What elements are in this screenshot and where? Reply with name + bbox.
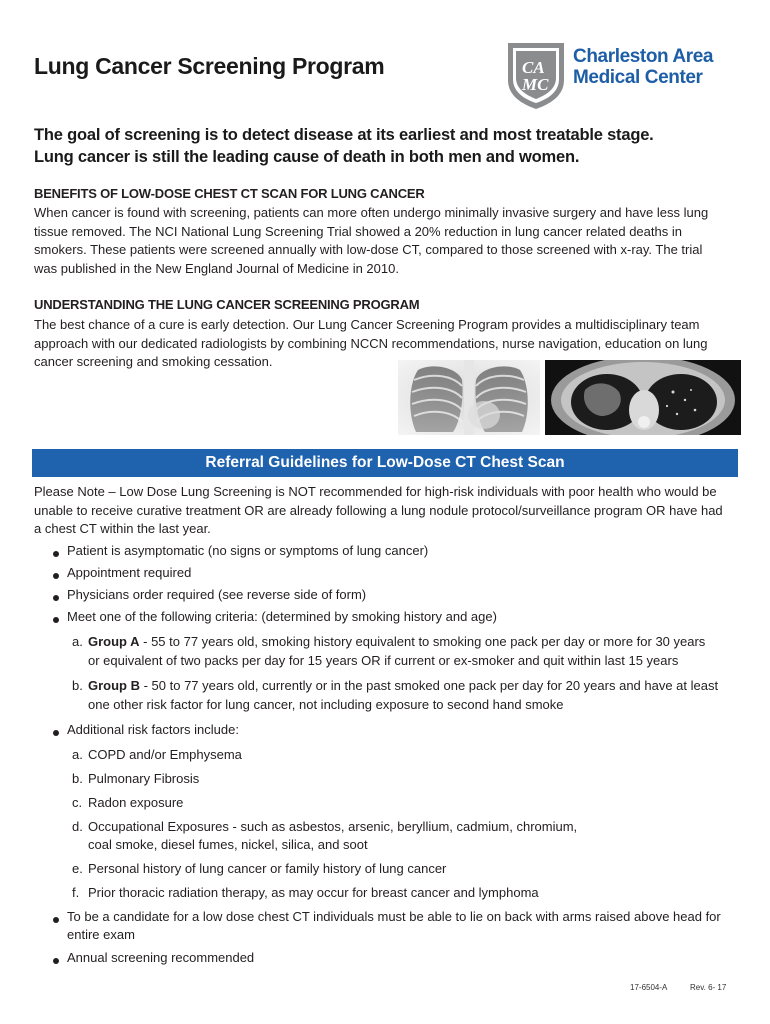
guideline-candidate-cont: entire exam [67,927,135,942]
risk-marker-b: b. [72,771,83,786]
group-b-marker: b. [72,678,83,693]
please-note-paragraph [34,483,742,539]
group-b-line-2: one other risk factor for lung cancer, not including exposure to second hand smoke [88,697,564,712]
guideline-annual: Annual screening recommended [67,950,255,965]
benefits-line-2: tissue removed. The NCI National Lung Screening Trial showed a 20% reduction in lung cancer related deaths in [34,223,682,239]
benefits-line-3: smokers. These patients were screened annually with low-dose CT, compared to those screened with x-ray. The trial [34,242,703,257]
camc-shield-icon [505,40,567,110]
group-a-label: Group A [88,634,140,649]
bullet-icon [53,595,59,601]
bullet-icon [53,730,59,736]
risk-personal-history: Personal history of lung cancer or family history of lung cancer [88,861,447,876]
risk-thoracic-radiation: Prior thoracic radiation therapy, as may occur for breast cancer and lymphoma [88,885,539,900]
bullet-icon [53,551,59,557]
risk-pulmonary-fibrosis: Pulmonary Fibrosis [88,771,200,786]
group-a-line-1 [88,633,705,651]
logo-name-line1: Charleston Area [573,46,714,67]
benefits-heading: BENEFITS OF LOW-DOSE CHEST CT SCAN FOR LUNG CANCER [34,186,425,201]
bullet-icon [53,573,59,579]
risk-marker-f: f. [72,885,80,900]
risk-marker-c: c. [72,795,83,810]
revision-date: Rev. 6- 17 [690,983,727,992]
understanding-line-1: The best chance of a cure is early detection. Our Lung Cancer Screening Program provides a multidisciplinary team [34,317,700,332]
logo-initials-ca: CA [522,58,545,77]
understanding-line-2: approach with our dedicated radiologists by combining NCCN recommendations, nurse navigation, education on lung [34,335,708,351]
bullet-icon [53,917,59,923]
group-b-line-1 [88,677,718,695]
chest-xray-image [398,360,540,435]
group-a-marker: a. [72,634,83,649]
note-line-1: Please Note – Low Dose Lung Screening is NOT recommended for high-risk individuals with poor health who would be [34,484,717,499]
risk-marker-e: e. [72,861,83,876]
logo-name-line2: Medical Center [573,67,703,88]
bullet-icon [53,958,59,964]
guideline-appointment: Appointment required [67,565,192,580]
logo-name [573,46,745,88]
group-b-label: Group B [88,678,140,693]
bullet-icon [53,617,59,623]
lead-statement [34,124,744,168]
referral-guidelines-banner: Referral Guidelines for Low-Dose CT Chest Scan [32,449,738,477]
risk-occupational-cont: coal smoke, diesel fumes, nickel, silica, and soot [88,837,368,852]
benefits-paragraph [34,204,742,278]
group-a-line-2: or equivalent of two packs per day for 15 years OR if current or ex-smoker and quit within last 15 years [88,653,679,668]
chest-ct-scan-image [545,360,741,435]
note-line-2: unable to receive curative treatment OR are already following a lung nodule protocol/surveillance program OR have had [34,502,723,518]
understanding-heading: UNDERSTANDING THE LUNG CANCER SCREENING PROGRAM [34,297,420,312]
group-b-text: - 50 to 77 years old, currently or in the past smoked one pack per day for 20 years and have at least [140,678,719,693]
risk-marker-a: a. [72,747,83,762]
risk-marker-d: d. [72,819,83,834]
understanding-line-3: cancer screening and smoking cessation. [34,354,273,369]
risk-radon: Radon exposure [88,795,184,810]
risk-occupational: Occupational Exposures - such as asbestos, arsenic, beryllium, cadmium, chromium, [88,819,578,834]
logo-initials-mc: MC [522,75,549,94]
guideline-physician-order: Physicians order required (see reverse side of form) [67,587,367,602]
form-code: 17-6504-A [630,983,668,992]
lead-line-1: The goal of screening is to detect disease at its earliest and most treatable stage. [34,126,654,144]
guideline-candidate: To be a candidate for a low dose chest CT individuals must be able to lie on back with arms raised above head for [67,909,721,924]
guideline-criteria: Meet one of the following criteria: (determined by smoking history and age) [67,609,497,624]
risk-copd: COPD and/or Emphysema [88,747,242,762]
lead-line-2: Lung cancer is still the leading cause of death in both men and women. [34,148,580,166]
benefits-line-1: When cancer is found with screening, patients can more often undergo minimally invasive surgery and have less lung [34,205,709,220]
camc-logo [505,40,745,112]
note-line-3: a chest CT within the last year. [34,521,211,536]
benefits-line-4: was published in the New England Journal of Medicine in 2010. [34,260,399,276]
page-title: Lung Cancer Screening Program [34,53,385,79]
guideline-asymptomatic: Patient is asymptomatic (no signs or symptoms of lung cancer) [67,543,429,558]
group-a-text: - 55 to 77 years old, smoking history equivalent to smoking one pack per day or more for 30 years [139,634,706,649]
risk-factors-heading: Additional risk factors include: [67,722,239,737]
